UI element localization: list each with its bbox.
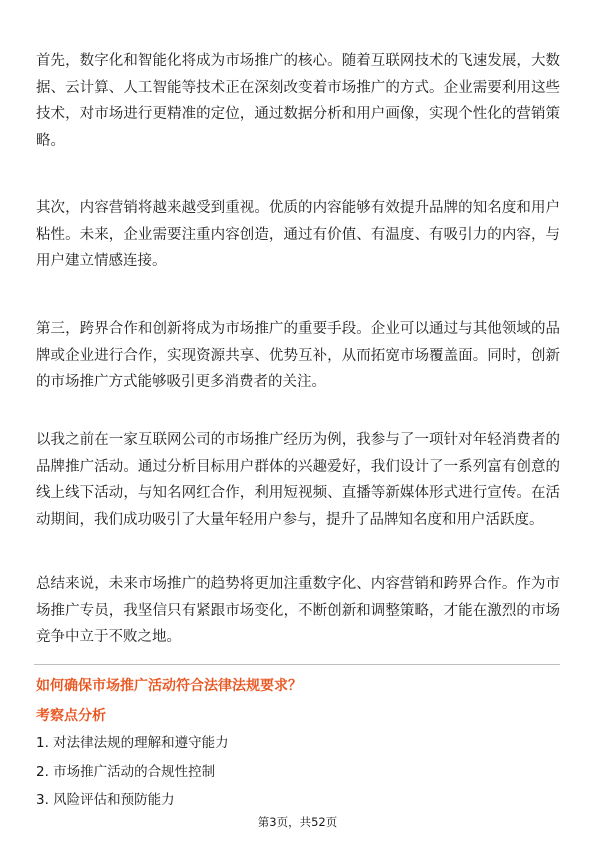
list-item: 3. 风险评估和预防能力: [36, 792, 175, 808]
body-paragraph-4: 以我之前在一家互联网公司的市场推广经历为例，我参与了一项针对年轻消费者的品牌推广活动。通过分析目标用户群体的兴趣爱好，我们设计了一系列富有创意的线上线下活动，与知名网红合作，利用短视频、直播等新媒体形式进行宣传。在活动期间，我们成功吸引了大量年轻用户参与，提升了品牌知名度和用户活跃度。: [36, 432, 560, 528]
page-number-footer: 第3页，共52页: [257, 815, 338, 829]
question-heading: 如何确保市场推广活动符合法律法规要求？: [36, 678, 302, 694]
list-item: 2. 市场推广活动的合规性控制: [36, 763, 216, 780]
analysis-heading: 考察点分析: [36, 708, 106, 724]
body-paragraph-1: 首先，数字化和智能化将成为市场推广的核心。随着互联网技术的飞速发展，大数据、云计算、人工智能等技术正在深刻改变着市场推广的方式。企业需要利用这些技术，对市场进行更精准的定位，通过数据分析和用户画像，实现个性化的营销策略。: [36, 53, 560, 149]
analysis-points-list: [36, 733, 229, 819]
body-paragraph-5: 总结来说，未来市场推广的趋势将更加注重数字化、内容营销和跨界合作。作为市场推广专员，我坚信只有紧跟市场变化，不断创新和调整策略，才能在激烈的市场竞争中立于不败之地。: [36, 576, 560, 645]
body-paragraph-3: 第三，跨界合作和创新将成为市场推广的重要手段。企业可以通过与其他领域的品牌或企业进行合作，实现资源共享、优势互补，从而拓宽市场覆盖面。同时，创新的市场推广方式能够吸引更多消费者的关注。: [36, 321, 560, 390]
body-paragraph-2: 其次，内容营销将越来越受到重视。优质的内容能够有效提升品牌的知名度和用户粘性。未来，企业需要注重内容创造，通过有价值、有温度、有吸引力的内容，与用户建立情感连接。: [36, 200, 560, 269]
section-divider: [34, 664, 560, 665]
list-item: 1. 对法律法规的理解和遵守能力: [36, 735, 229, 751]
